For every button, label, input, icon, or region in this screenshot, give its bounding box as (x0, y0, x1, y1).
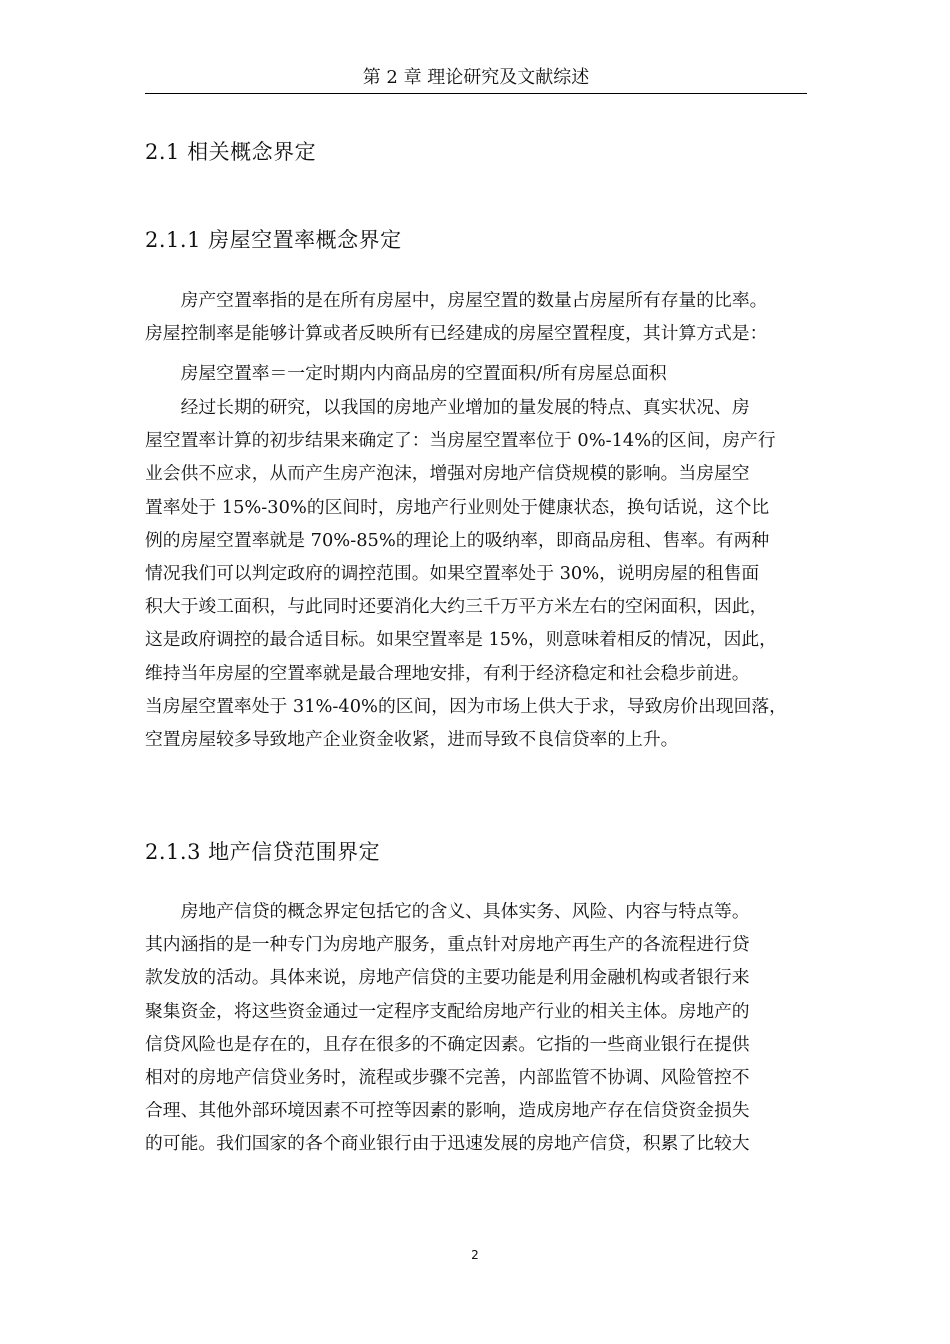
text-line: 积大于竣工面积，与此同时还要消化大约三千万平方米左右的空闲面积，因此， (145, 596, 768, 618)
formula-line (145, 357, 807, 390)
text-line: 房屋控制率是能够计算或者反映所有已经建成的房屋空置程度，其计算方式是： (145, 323, 768, 345)
text-line: 合理、其他外部环境因素不可控等因素的影响，造成房地产存在信贷资金损失 (145, 1100, 750, 1122)
text-line: 屋空置率计算的初步结果来确定了：当房屋空置率位于 0%-14%的区间，房产行 (145, 430, 776, 452)
page-number: 2 (471, 1248, 479, 1262)
paragraph-credit-definition (145, 895, 807, 1161)
text-line: 业会供不应求，从而产生房产泡沫，增强对房地产信贷规模的影响。当房屋空 (145, 463, 750, 485)
text-line: 置率处于 15%-30%的区间时，房地产行业则处于健康状态，换句话说，这个比 (145, 496, 770, 518)
text-line: 相对的房地产信贷业务时，流程或步骤不完善，内部监管不协调、风险管控不 (145, 1067, 750, 1089)
text-line: 情况我们可以判定政府的调控范围。如果空置率处于 30%，说明房屋的租售面 (145, 563, 760, 585)
text-line: 房地产信贷的概念界定包括它的含义、具体实务、风险、内容与特点等。 (180, 901, 750, 922)
header-divider (145, 93, 807, 94)
text-line: 房产空置率指的是在所有房屋中，房屋空置的数量占房屋所有存量的比率。 (180, 290, 768, 311)
text-line: 其内涵指的是一种专门为房地产服务，重点针对房地产再生产的各流程进行贷 (145, 934, 750, 956)
text-line: 当房屋空置率处于 31%-40%的区间，因为市场上供大于求，导致房价出现回落， (145, 695, 787, 717)
running-header: 第 2 章 理论研究及文献综述 (362, 67, 590, 88)
text-line: 的可能。我们国家的各个商业银行由于迅速发展的房地产信贷，积累了比较大 (145, 1133, 750, 1155)
text-line: 信贷风险也是存在的，且存在很多的不确定因素。它指的一些商业银行在提供 (145, 1033, 750, 1055)
text-line: 房屋空置率＝一定时期内内商品房的空置面积/所有房屋总面积 (180, 363, 667, 384)
text-line: 这是政府调控的最合适目标。如果空置率是 15%，则意味着相反的情况，因此， (145, 629, 777, 651)
section-heading-2-1-1: 2.1.1 房屋空置率概念界定 (145, 228, 402, 252)
text-line: 空置房屋较多导致地产企业资金收紧，进而导致不良信贷率的上升。 (145, 729, 679, 751)
text-line: 例的房屋空置率就是 70%-85%的理论上的吸纳率，即商品房租、售率。有两种 (145, 529, 770, 551)
text-line: 聚集资金，将这些资金通过一定程序支配给房地产行业的相关主体。房地产的 (145, 1000, 750, 1022)
text-line: 维持当年房屋的空置率就是最合理地安排，有利于经济稳定和社会稳步前进。 (145, 662, 750, 684)
text-line: 款发放的活动。具体来说，房地产信贷的主要功能是利用金融机构或者银行来 (145, 967, 750, 989)
section-heading-2-1: 2.1 相关概念界定 (145, 140, 317, 164)
paragraph-vacancy-analysis (145, 391, 807, 756)
section-heading-2-1-3: 2.1.3 地产信贷范围界定 (145, 840, 381, 864)
text-line: 经过长期的研究，以我国的房地产业增加的量发展的特点、真实状况、房 (180, 397, 750, 418)
paragraph-vacancy-definition (145, 284, 807, 350)
